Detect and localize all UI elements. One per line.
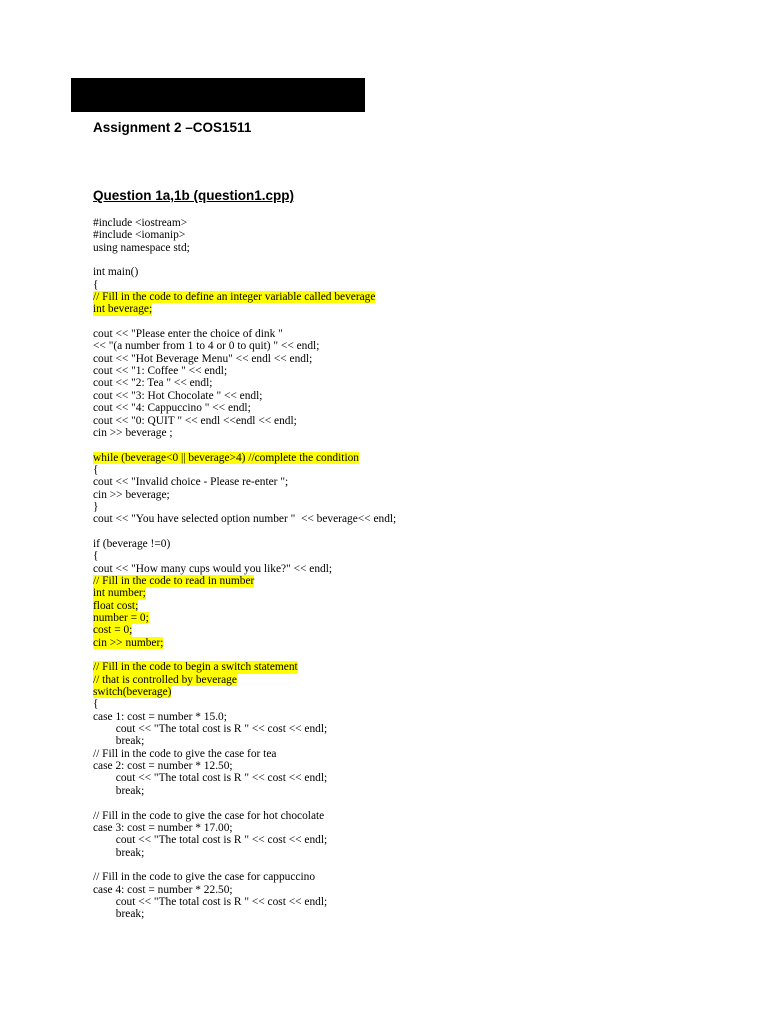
- highlighted-code-line: [93, 674, 733, 686]
- code-line: [93, 649, 733, 661]
- code-line-text: cout << "2: Tea " << endl;: [93, 377, 213, 390]
- code-line-text: break;: [93, 784, 145, 797]
- code-line: [93, 810, 733, 822]
- code-line-text: while (beverage<0 || beverage>4) //complete the condition: [93, 451, 360, 464]
- code-line-text: break;: [93, 735, 145, 748]
- code-line-text: // Fill in the code to give the case for tea: [93, 747, 277, 760]
- code-line-text: // Fill in the code to define an integer variable called beverage: [93, 291, 376, 304]
- code-line-text: cout << "How many cups would you like?" << endl;: [93, 562, 333, 575]
- code-line: [93, 217, 733, 229]
- code-line: [93, 513, 733, 525]
- code-line: [93, 242, 733, 254]
- code-line-text: cout << "Please enter the choice of dink ": [93, 328, 283, 341]
- code-line: [93, 353, 733, 365]
- code-line: [93, 785, 733, 797]
- code-line-text: cout << "Invalid choice - Please re-enter ";: [93, 476, 289, 489]
- code-line: [93, 476, 733, 488]
- code-line: [93, 735, 733, 747]
- code-line: [93, 834, 733, 846]
- code-line-text: cout << "0: QUIT " << endl <<endl << endl;: [93, 414, 297, 427]
- code-line: [93, 563, 733, 575]
- code-line-text: if (beverage !=0): [93, 537, 171, 550]
- code-line-text: case 1: cost = number * 15.0;: [93, 710, 227, 723]
- redaction-bar: [71, 78, 365, 112]
- code-line-text: cout << "4: Cappuccino " << endl;: [93, 402, 251, 415]
- code-line-text: #include <iomanip>: [93, 229, 186, 242]
- code-line: [93, 501, 733, 513]
- code-line: [93, 340, 733, 352]
- code-line: [93, 760, 733, 772]
- code-line: [93, 698, 733, 710]
- code-line: [93, 797, 733, 809]
- code-line: [93, 415, 733, 427]
- code-line: [93, 526, 733, 538]
- code-line: [93, 254, 733, 266]
- code-line-text: cout << "Hot Beverage Menu" << endl << endl;: [93, 352, 313, 365]
- code-line-text: cout << "The total cost is R " << cost << endl;: [93, 895, 328, 908]
- highlighted-code-line: [93, 452, 733, 464]
- code-line-text: }: [93, 500, 99, 513]
- code-line-text: int main(): [93, 266, 139, 279]
- highlighted-code-line: [93, 291, 733, 303]
- code-line-text: // Fill in the code to give the case for cappuccino: [93, 871, 316, 884]
- code-line: [93, 489, 733, 501]
- code-line-text: case 2: cost = number * 12.50;: [93, 760, 233, 773]
- code-line-text: #include <iostream>: [93, 217, 188, 229]
- code-line: [93, 711, 733, 723]
- highlighted-code-line: [93, 303, 733, 315]
- code-line-text: cost = 0;: [93, 624, 133, 637]
- code-line: [93, 723, 733, 735]
- highlighted-code-line: [93, 575, 733, 587]
- code-line-text: cout << "The total cost is R " << cost << endl;: [93, 834, 328, 847]
- document-title: Assignment 2 –COS1511: [93, 120, 252, 135]
- highlighted-code-line: [93, 587, 733, 599]
- code-line: [93, 538, 733, 550]
- code-line: [93, 822, 733, 834]
- code-line-text: // Fill in the code to begin a switch statement: [93, 661, 298, 674]
- highlighted-code-line: [93, 624, 733, 636]
- code-line: [93, 328, 733, 340]
- code-line: [93, 884, 733, 896]
- code-line: [93, 871, 733, 883]
- code-line-text: << "(a number from 1 to 4 or 0 to quit) " << endl;: [93, 340, 320, 353]
- highlighted-code-line: [93, 686, 733, 698]
- code-line: [93, 266, 733, 278]
- code-line-text: float cost;: [93, 599, 139, 612]
- code-line-text: cin >> beverage ;: [93, 426, 173, 439]
- code-line: [93, 427, 733, 439]
- code-line-text: cin >> number;: [93, 636, 164, 649]
- highlighted-code-line: [93, 637, 733, 649]
- code-line-text: break;: [93, 846, 145, 859]
- code-line: [93, 316, 733, 328]
- code-line-text: cout << "The total cost is R " << cost << endl;: [93, 772, 328, 785]
- code-line: [93, 439, 733, 451]
- code-line-text: number = 0;: [93, 612, 149, 624]
- code-line: [93, 847, 733, 859]
- code-line: [93, 464, 733, 476]
- code-line-text: {: [93, 698, 99, 711]
- code-line-text: cin >> beverage;: [93, 488, 170, 501]
- code-line-text: int number;: [93, 587, 146, 600]
- code-line-text: {: [93, 278, 99, 291]
- code-line: [93, 908, 733, 920]
- code-block: [93, 217, 733, 921]
- code-line-text: switch(beverage): [93, 686, 172, 699]
- highlighted-code-line: [93, 661, 733, 673]
- code-line-text: {: [93, 463, 99, 476]
- code-line: [93, 402, 733, 414]
- code-line: [93, 390, 733, 402]
- code-line: [93, 772, 733, 784]
- code-line: [93, 279, 733, 291]
- code-line: [93, 748, 733, 760]
- code-line-text: using namespace std;: [93, 241, 190, 254]
- code-line: [93, 365, 733, 377]
- code-line: [93, 377, 733, 389]
- code-line-text: case 3: cost = number * 17.00;: [93, 821, 233, 834]
- code-line: [93, 896, 733, 908]
- code-line: [93, 229, 733, 241]
- code-line-text: int beverage;: [93, 303, 153, 316]
- code-line-text: cout << "The total cost is R " << cost << endl;: [93, 723, 328, 736]
- code-line-text: {: [93, 550, 99, 563]
- highlighted-code-line: [93, 612, 733, 624]
- code-line-text: // Fill in the code to give the case for hot chocolate: [93, 809, 325, 822]
- code-line-text: // that is controlled by beverage: [93, 673, 237, 686]
- code-line: [93, 550, 733, 562]
- code-line-text: cout << "You have selected option number " << beverage<< endl;: [93, 513, 397, 526]
- code-line-text: // Fill in the code to read in number: [93, 574, 255, 587]
- code-line: [93, 859, 733, 871]
- question-heading: Question 1a,1b (question1.cpp): [93, 188, 295, 203]
- code-line-text: break;: [93, 908, 145, 921]
- code-line-text: case 4: cost = number * 22.50;: [93, 883, 233, 896]
- code-line-text: cout << "1: Coffee " << endl;: [93, 365, 228, 378]
- highlighted-code-line: [93, 600, 733, 612]
- code-line-text: cout << "3: Hot Chocolate " << endl;: [93, 389, 263, 402]
